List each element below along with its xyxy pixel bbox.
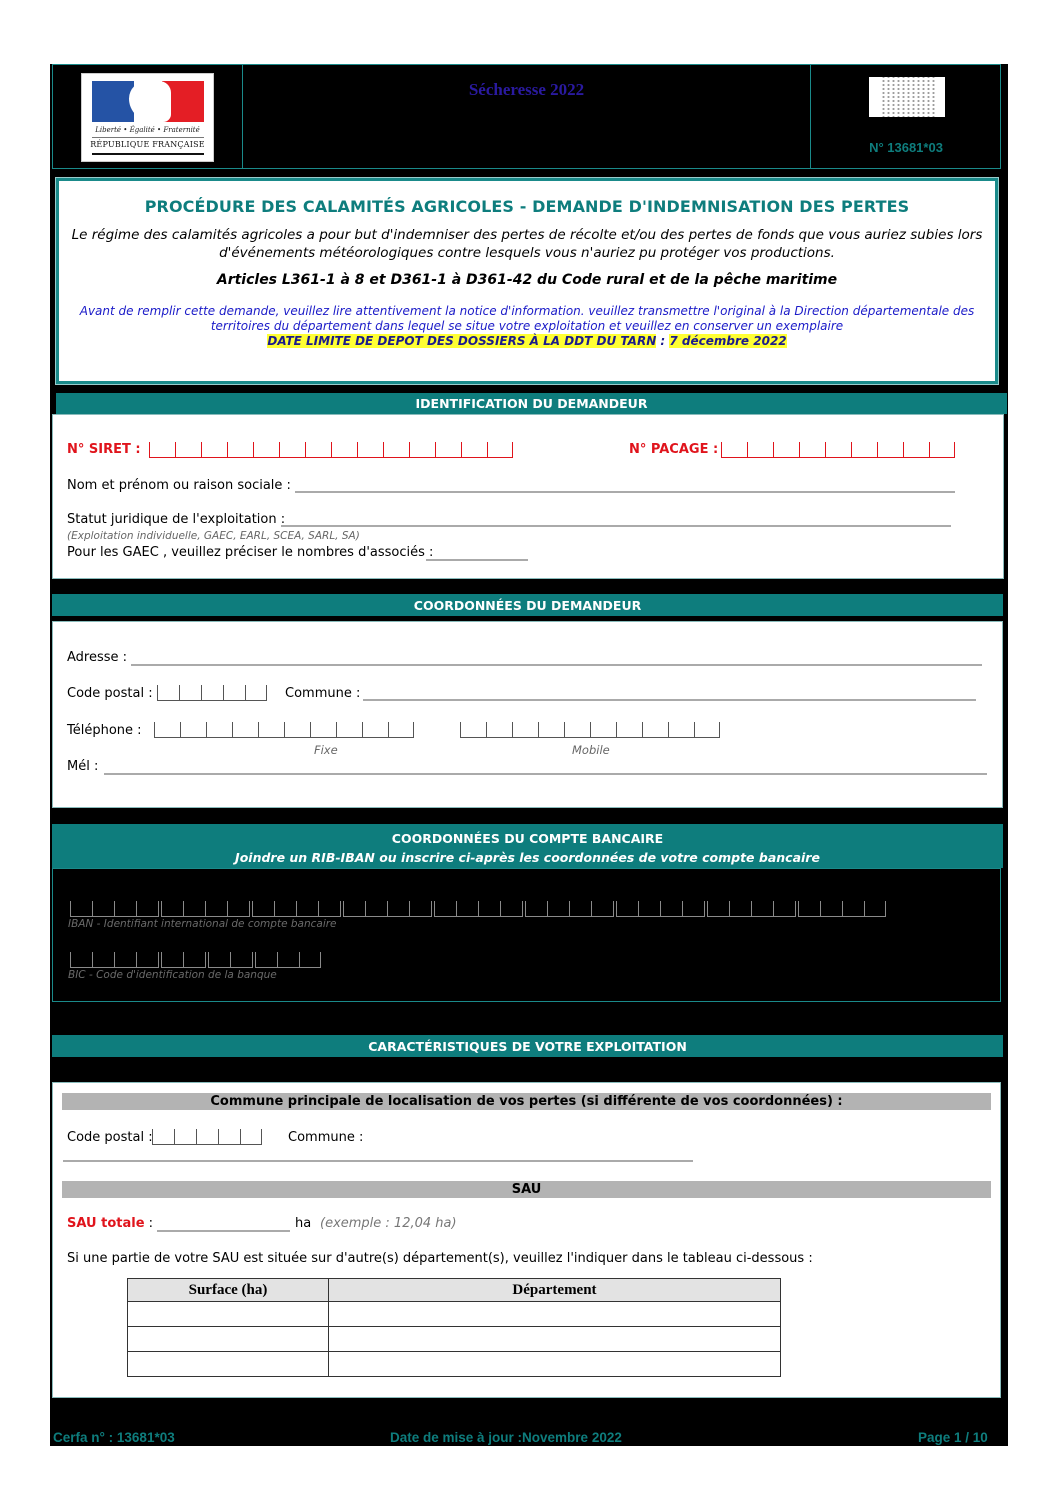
footer-page-number: Page 1 / 10: [918, 1430, 988, 1445]
phone-fixed-caption: Fixe: [314, 743, 338, 757]
postal-code-input[interactable]: [157, 685, 267, 701]
legal-articles: Articles L361-1 à 8 et D361-1 à D361-42 du Code rural et de la pêche maritime: [216, 272, 838, 288]
header-logo-cell: [53, 65, 243, 168]
sau-total-input[interactable]: [157, 1230, 290, 1232]
intro-box: [56, 178, 998, 384]
column-header-surface: Surface (ha): [128, 1279, 329, 1302]
char-box[interactable]: [253, 442, 279, 458]
char-box[interactable]: [773, 442, 799, 458]
header-cerfa-cell: [811, 65, 1001, 168]
char-box[interactable]: [682, 901, 704, 917]
char-box[interactable]: [208, 952, 230, 968]
char-box[interactable]: [179, 685, 201, 701]
char-box[interactable]: [114, 952, 136, 968]
footer-updated: Date de mise à jour :Novembre 2022: [390, 1430, 622, 1445]
char-box[interactable]: [70, 901, 92, 917]
char-box[interactable]: [255, 952, 277, 968]
char-box[interactable]: [240, 1129, 262, 1145]
char-box[interactable]: [277, 952, 299, 968]
char-box[interactable]: [149, 442, 175, 458]
char-box[interactable]: [70, 952, 92, 968]
char-box[interactable]: [590, 722, 616, 738]
char-box[interactable]: [591, 901, 613, 917]
char-box[interactable]: [114, 901, 136, 917]
char-box[interactable]: [487, 442, 513, 458]
siret-label: N° SIRET :: [67, 442, 141, 457]
char-box[interactable]: [336, 722, 362, 738]
char-box[interactable]: [388, 722, 414, 738]
char-box[interactable]: [230, 952, 252, 968]
char-box[interactable]: [201, 442, 227, 458]
char-box[interactable]: [183, 952, 205, 968]
char-box[interactable]: [660, 901, 682, 917]
name-input[interactable]: [295, 491, 955, 493]
char-box[interactable]: [820, 901, 842, 917]
char-box[interactable]: [478, 901, 500, 917]
department-cell[interactable]: [329, 1352, 781, 1377]
char-box[interactable]: [245, 685, 267, 701]
char-box[interactable]: [252, 901, 274, 917]
name-label: Nom et prénom ou raison sociale :: [67, 478, 291, 493]
email-input[interactable]: [104, 773, 987, 775]
sau-example: (exemple : 12,04 ha): [320, 1216, 457, 1231]
bank-subtitle: Joindre un RIB-IBAN ou inscrire ci-après les coordonnées de votre compte bancaire: [235, 850, 820, 865]
char-box[interactable]: [92, 952, 114, 968]
char-box[interactable]: [223, 685, 245, 701]
char-box[interactable]: [825, 442, 851, 458]
char-box[interactable]: [569, 901, 591, 917]
logo-motto: Liberté • Égalité • Fraternité: [95, 126, 200, 134]
char-box[interactable]: [310, 722, 336, 738]
char-box[interactable]: [616, 722, 642, 738]
farm-postal-code-label: Code postal :: [67, 1130, 153, 1145]
char-box[interactable]: [642, 722, 668, 738]
legal-status-hint: (Exploitation individuelle, GAEC, EARL, SCEA, SARL, SA): [67, 530, 360, 542]
char-box[interactable]: [877, 442, 903, 458]
char-box[interactable]: [638, 901, 660, 917]
email-label: Mél :: [67, 759, 99, 774]
phone-mobile-caption: Mobile: [572, 743, 610, 757]
char-box[interactable]: [799, 442, 825, 458]
char-box[interactable]: [227, 442, 253, 458]
char-box[interactable]: [136, 952, 158, 968]
char-box[interactable]: [296, 901, 318, 917]
bic-caption: BIC - Code d'identification de la banque: [68, 969, 277, 981]
char-box[interactable]: [279, 442, 305, 458]
char-box[interactable]: [343, 901, 365, 917]
sau-heading: SAU: [62, 1181, 991, 1198]
coordinates-panel: [52, 621, 1003, 808]
deadline-label: DATE LIMITE DE DEPOT DES DOSSIERS À LA DDT DU TARN: [267, 334, 657, 348]
char-box[interactable]: [409, 442, 435, 458]
sau-unit: ha: [295, 1216, 312, 1231]
char-box[interactable]: [538, 722, 564, 738]
char-box[interactable]: [201, 685, 223, 701]
commune-principale-heading: Commune principale de localisation de vos pertes (si différente de vos coordonnées) :: [62, 1093, 991, 1110]
phone-mobile-input[interactable]: [460, 722, 720, 738]
char-box[interactable]: [461, 442, 487, 458]
char-box[interactable]: [136, 901, 158, 917]
char-box[interactable]: [180, 722, 206, 738]
char-box[interactable]: [798, 901, 820, 917]
char-box[interactable]: [721, 442, 747, 458]
iban-input[interactable]: [70, 901, 886, 917]
form-title: Sécheresse 2022: [468, 80, 585, 99]
barcode-icon: [869, 77, 945, 117]
char-box[interactable]: [547, 901, 569, 917]
char-box[interactable]: [331, 442, 357, 458]
flag-icon: [92, 81, 204, 122]
char-box[interactable]: [174, 1129, 196, 1145]
char-box[interactable]: [456, 901, 478, 917]
footer-cerfa: Cerfa n° : 13681*03: [53, 1430, 175, 1445]
table-row: [128, 1352, 781, 1377]
surface-cell[interactable]: [128, 1327, 329, 1352]
char-box[interactable]: [864, 901, 886, 917]
table-row: [128, 1302, 781, 1327]
phone-fixed-input[interactable]: [154, 722, 414, 738]
column-header-department: Département: [329, 1279, 781, 1302]
gaec-associates-input[interactable]: [426, 559, 528, 561]
bank-panel: [52, 868, 1001, 1002]
char-box[interactable]: [564, 722, 590, 738]
char-box[interactable]: [299, 952, 321, 968]
table-row: [128, 1327, 781, 1352]
sau-total-row: SAU totale :: [67, 1216, 154, 1231]
address-label: Adresse :: [67, 650, 128, 665]
char-box[interactable]: [305, 442, 331, 458]
char-box[interactable]: [365, 901, 387, 917]
form-header: [52, 64, 1001, 169]
legal-status-input[interactable]: [281, 525, 951, 527]
char-box[interactable]: [232, 722, 258, 738]
char-box[interactable]: [707, 901, 729, 917]
char-box[interactable]: [154, 722, 180, 738]
char-box[interactable]: [668, 722, 694, 738]
char-box[interactable]: [500, 901, 522, 917]
char-box[interactable]: [525, 901, 547, 917]
char-box[interactable]: [694, 722, 720, 738]
deadline-date: 7 décembre 2022: [669, 334, 787, 348]
char-box[interactable]: [747, 442, 773, 458]
section-bank-header: [52, 824, 1003, 868]
iban-caption: IBAN - Identifiant international de compte bancaire: [68, 918, 337, 930]
surface-cell[interactable]: [128, 1352, 329, 1377]
char-box[interactable]: [92, 901, 114, 917]
char-box[interactable]: [929, 442, 955, 458]
char-box[interactable]: [161, 901, 183, 917]
republique-francaise-logo: [81, 73, 214, 162]
section-identification-header: IDENTIFICATION DU DEMANDEUR: [56, 393, 1007, 414]
char-box[interactable]: [460, 722, 486, 738]
char-box[interactable]: [434, 901, 456, 917]
char-box[interactable]: [729, 901, 751, 917]
farm-commune-input[interactable]: [63, 1160, 693, 1162]
char-box[interactable]: [274, 901, 296, 917]
sau-total-label: SAU totale: [67, 1216, 145, 1231]
department-cell[interactable]: [329, 1302, 781, 1327]
farm-postal-code-input[interactable]: [152, 1129, 262, 1145]
char-box[interactable]: [903, 442, 929, 458]
header-title-cell: [243, 65, 811, 168]
farm-commune-label: Commune :: [288, 1130, 364, 1145]
char-box[interactable]: [851, 442, 877, 458]
char-box[interactable]: [842, 901, 864, 917]
submission-notice: Avant de remplir cette demande, veuillez lire attentivement la notice d'information. veuillez transmettre l'original à la Direction départementale des territoires du département dans lequel se situe votre exploitation et veuillez en conserver un exemplaire: [79, 304, 975, 333]
char-box[interactable]: [258, 722, 284, 738]
char-box[interactable]: [205, 901, 227, 917]
char-box[interactable]: [157, 685, 179, 701]
legal-status-label: Statut juridique de l'exploitation :: [67, 512, 286, 527]
other-departments-text: Si une partie de votre SAU est située sur d'autre(s) département(s), veuillez l'indiquer dans le tableau ci-dessous :: [67, 1251, 813, 1266]
char-box[interactable]: [512, 722, 538, 738]
phone-label: Téléphone :: [67, 723, 142, 738]
postal-code-label: Code postal :: [67, 686, 153, 701]
char-box[interactable]: [161, 952, 183, 968]
char-box[interactable]: [206, 722, 232, 738]
char-box[interactable]: [227, 901, 249, 917]
char-box[interactable]: [387, 901, 409, 917]
sau-departments-table: [127, 1278, 781, 1377]
char-box[interactable]: [616, 901, 638, 917]
logo-republic: RÉPUBLIQUE FRANÇAISE: [90, 140, 205, 149]
char-box[interactable]: [284, 722, 310, 738]
char-box[interactable]: [435, 442, 461, 458]
char-box[interactable]: [218, 1129, 240, 1145]
siret-input[interactable]: [149, 442, 513, 458]
char-box[interactable]: [751, 901, 773, 917]
surface-cell[interactable]: [128, 1302, 329, 1327]
section-coordinates-header: COORDONNÉES DU DEMANDEUR: [52, 594, 1003, 616]
procedure-description: Le régime des calamités agricoles a pour but d'indemniser des pertes de récolte et/ou des pertes de fonds que vous auriez subies lors d'événements météorologiques contre lesquels vous n'auriez pu protéger vos productions.: [71, 227, 983, 261]
pacage-label: N° PACAGE :: [629, 442, 719, 457]
pacage-input[interactable]: [721, 442, 955, 458]
char-box[interactable]: [196, 1129, 218, 1145]
cerfa-number: N° 13681*03: [869, 140, 943, 155]
deadline: DATE LIMITE DE DEPOT DES DOSSIERS À LA DDT DU TARN : 7 décembre 2022: [267, 334, 787, 348]
procedure-title: PROCÉDURE DES CALAMITÉS AGRICOLES - DEMANDE D'INDEMNISATION DES PERTES: [144, 197, 910, 216]
char-box[interactable]: [175, 442, 201, 458]
bic-input[interactable]: [70, 952, 321, 968]
char-box[interactable]: [409, 901, 431, 917]
gaec-associates-label: Pour les GAEC , veuillez préciser le nombres d'associés :: [67, 545, 434, 560]
char-box[interactable]: [152, 1129, 174, 1145]
char-box[interactable]: [383, 442, 409, 458]
char-box[interactable]: [357, 442, 383, 458]
char-box[interactable]: [183, 901, 205, 917]
char-box[interactable]: [773, 901, 795, 917]
address-input[interactable]: [131, 664, 982, 666]
commune-input[interactable]: [363, 699, 976, 701]
commune-label: Commune :: [285, 686, 361, 701]
section-farm-header: CARACTÉRISTIQUES DE VOTRE EXPLOITATION: [52, 1035, 1003, 1057]
bank-title: COORDONNÉES DU COMPTE BANCAIRE: [391, 831, 664, 846]
char-box[interactable]: [362, 722, 388, 738]
char-box[interactable]: [486, 722, 512, 738]
char-box[interactable]: [318, 901, 340, 917]
department-cell[interactable]: [329, 1327, 781, 1352]
